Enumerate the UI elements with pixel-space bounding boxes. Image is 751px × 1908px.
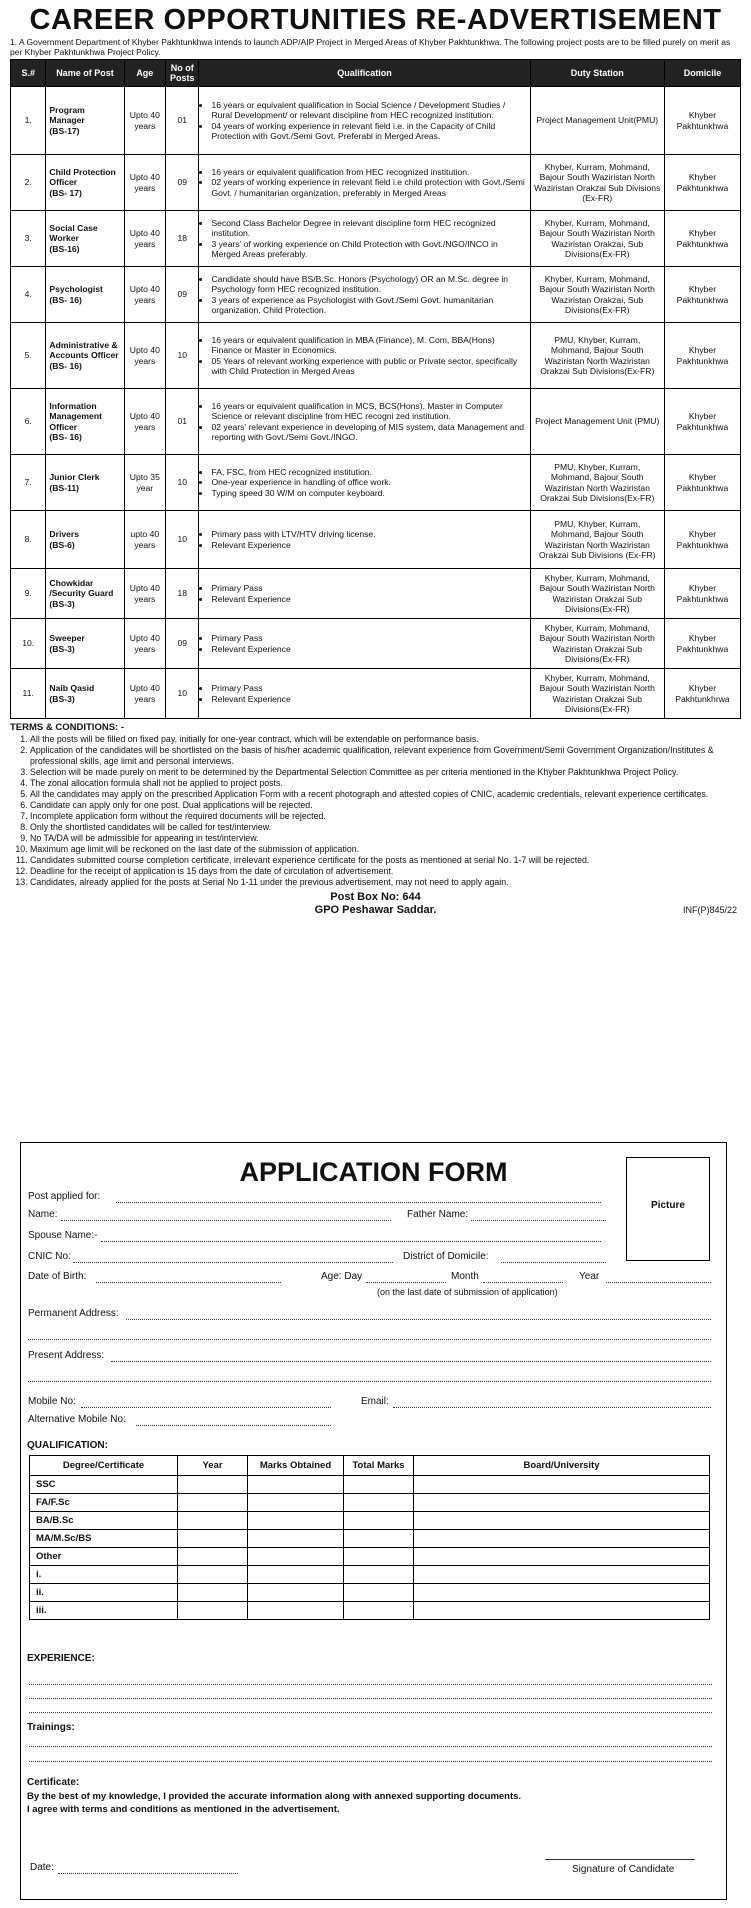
cell-sn: 10. (11, 619, 46, 669)
cell-post (46, 389, 124, 455)
qual-header-degree: Degree/Certificate (30, 1456, 178, 1476)
cell-qualification (199, 619, 530, 669)
post-applied-field[interactable] (116, 1201, 601, 1203)
qual-year-cell[interactable] (178, 1602, 248, 1620)
qual-degree: Other (30, 1548, 178, 1566)
cell-qualification (199, 211, 530, 267)
cell-sn: 4. (11, 267, 46, 323)
table-row (11, 619, 741, 669)
cell-post (46, 455, 124, 511)
post-name: Social Case Worker (49, 223, 98, 244)
label-dob: Date of Birth: (28, 1271, 87, 1282)
qual-total-cell[interactable] (344, 1602, 414, 1620)
cell-age: Upto 40 years (124, 569, 166, 619)
cell-no-posts: 18 (166, 569, 199, 619)
cell-age: Upto 40 years (124, 87, 166, 155)
qual-degree: ii. (30, 1584, 178, 1602)
post-scale: (BS-3) (49, 643, 75, 654)
label-date: Date: (30, 1862, 54, 1873)
cell-domicile: Khyber Pakhtunkhwa (664, 455, 740, 511)
term-item: 8. Only the shortlisted candidates will be called for test/interview. (30, 822, 741, 833)
qualification-point: • Primary Pass (211, 683, 526, 693)
terms-list (10, 734, 741, 888)
cell-qualification (199, 569, 530, 619)
qualification-point: • Primary Pass (211, 583, 526, 593)
cell-duty-station: Khyber, Kurram, Mohmand, Bajour South Waziristan North Waziristan Orakzai, Sub Divisions(Ex-FR) (530, 267, 664, 323)
certificate-heading: Certificate: (27, 1777, 80, 1788)
post-name: Chowkidar /Security Guard (49, 578, 114, 599)
form-title: APPLICATION FORM (239, 1157, 508, 1187)
cell-qualification (199, 511, 530, 569)
term-item: 13. Candidates, already applied for the posts at Serial No 1-11 under the previous advertisement, may not need to apply again. (30, 877, 741, 888)
term-item: 3. Selection will be made purely on merit to be determined by the Departmental Selection Committee as per criteria mentioned in the Khyber Pakhtunkhwa Project Policy. (30, 767, 741, 778)
posts-table (10, 59, 741, 719)
cell-qualification (199, 669, 530, 719)
label-year: Year (579, 1271, 600, 1282)
qual-degree: i. (30, 1566, 178, 1584)
cell-no-posts: 09 (166, 619, 199, 669)
post-name: Psychologist (49, 284, 103, 295)
table-row (11, 569, 741, 619)
qual-header-board: Board/University (414, 1456, 710, 1476)
cell-sn: 5. (11, 323, 46, 389)
qual-marks-cell[interactable] (248, 1548, 344, 1566)
label-month: Month (451, 1271, 479, 1282)
post-scale: (BS- 16) (49, 431, 82, 442)
qual-board-cell[interactable] (414, 1494, 710, 1512)
cell-age: Upto 40 years (124, 389, 166, 455)
post-scale: (BS-3) (49, 598, 75, 609)
header-domicile: Domicile (664, 60, 740, 87)
qual-year-cell[interactable] (178, 1530, 248, 1548)
cell-no-posts: 09 (166, 155, 199, 211)
age-month-field[interactable] (483, 1281, 563, 1283)
cell-qualification (199, 323, 530, 389)
label-email: Email: (361, 1396, 389, 1407)
term-item: 6. Candidate can apply only for one post. Dual applications will be rejected. (30, 800, 741, 811)
label-cnic: CNIC No: (28, 1251, 71, 1262)
cell-duty-station: Project Management Unit(PMU) (530, 87, 664, 155)
qual-total-cell[interactable] (344, 1530, 414, 1548)
qualification-row (30, 1548, 710, 1566)
header-qualification: Qualification (199, 60, 530, 87)
post-name: Information Management Officer (49, 401, 102, 432)
email-field[interactable] (393, 1406, 711, 1408)
age-note: (on the last date of submission of application) (377, 1287, 558, 1297)
header-sn: S.# (11, 60, 46, 87)
cell-post (46, 267, 124, 323)
cell-duty-station: Khyber, Kurram, Mohmand, Bajour South Waziristan North Waziristan Orakzai Sub Divisions(Ex-FR) (530, 619, 664, 669)
header-post: Name of Post (46, 60, 124, 87)
qual-degree: SSC (30, 1476, 178, 1494)
post-name: Child Protection Officer (49, 167, 116, 188)
term-item: 7. Incomplete application form without the required documents will be rejected. (30, 811, 741, 822)
cell-qualification (199, 87, 530, 155)
qual-board-cell[interactable] (414, 1530, 710, 1548)
qualification-point: • Typing speed 30 W/M on computer keyboard. (211, 488, 526, 498)
qualification-row (30, 1512, 710, 1530)
post-scale: (BS- 16) (49, 294, 82, 305)
post-name: Program Manager (49, 105, 85, 126)
cell-age: Upto 40 years (124, 211, 166, 267)
cell-domicile: Khyber Pakhtunkhwa (664, 87, 740, 155)
label-mobile: Mobile No: (28, 1396, 76, 1407)
table-row (11, 389, 741, 455)
qualification-point: • Candidate should have BS/B.Sc. Honors (Psychology) OR an M.Sc. degree in Psychology form HEC recognized institution. (211, 274, 526, 294)
header-age: Age (124, 60, 166, 87)
cell-duty-station: Khyber, Kurram, Mohmand, Bajour South Waziristan North Waziristan Orakzai Sub Divisions(Ex-FR) (530, 569, 664, 619)
qual-total-cell[interactable] (344, 1494, 414, 1512)
table-row (11, 323, 741, 389)
qual-year-cell[interactable] (178, 1476, 248, 1494)
header-duty-station: Duty Station (530, 60, 664, 87)
label-alt-mobile: Alternative Mobile No: (28, 1414, 126, 1425)
cell-no-posts: 10 (166, 323, 199, 389)
label-permanent-address: Permanent Address: (28, 1308, 119, 1319)
cell-post (46, 155, 124, 211)
experience-field-2[interactable] (29, 1697, 712, 1699)
qualification-point: • One-year experience in handling of office work. (211, 477, 526, 487)
term-item: 9. No TA/DA will be admissible for appearing in test/interview. (30, 833, 741, 844)
qualification-row (30, 1584, 710, 1602)
cell-domicile: Khyber Pakhtunkhwa (664, 267, 740, 323)
cell-domicile: Khyber Pakhtunkhwa (664, 569, 740, 619)
term-item: 2. Application of the candidates will be shortlisted on the basis of his/her academic qualification, relevant experience from Government/Semi Government Organization/Institutes & professional skills, age limit and personal interviews. (30, 745, 741, 767)
qualification-point: • 05 Years of relevant working experience with public or Private sector, specifically with Child Protection in Merged Areas (211, 356, 526, 376)
cell-duty-station: Khyber, Kurram, Mohmand, Bajour South Waziristan North Waziristan Orakzai, Sub Divisions(Ex-FR) (530, 211, 664, 267)
cell-post (46, 211, 124, 267)
cell-duty-station: PMU, Khyber, Kurram, Mohmand, Bajour South Waziristan North Waziristan Orakzai Sub Divisions (Ex-FR) (530, 511, 664, 569)
age-year-field[interactable] (606, 1281, 711, 1283)
qual-marks-cell[interactable] (248, 1494, 344, 1512)
date-field[interactable] (58, 1872, 238, 1874)
label-age-day: Age: Day (321, 1271, 363, 1282)
trainings-field-1[interactable] (29, 1745, 712, 1747)
cell-sn: 3. (11, 211, 46, 267)
page-title: CAREER OPPORTUNITIES RE-ADVERTISEMENT (29, 4, 722, 36)
term-item: 4. The zonal allocation formula shall not be applied to project posts. (30, 778, 741, 789)
reference-number: INF(P)845/22 (682, 905, 737, 915)
cell-domicile: Khyber Pakhtunkhwa (664, 155, 740, 211)
cell-sn: 2. (11, 155, 46, 211)
qual-total-cell[interactable] (344, 1584, 414, 1602)
qual-marks-cell[interactable] (248, 1584, 344, 1602)
cell-duty-station: PMU, Khyber, Kurram, Mohmand, Bajour South Waziristan North Waziristan Orakzai Sub Divisions(Ex-FR) (530, 455, 664, 511)
cell-sn: 11. (11, 669, 46, 719)
qual-board-cell[interactable] (414, 1476, 710, 1494)
qualification-point: • Relevant Experience (211, 694, 526, 704)
cell-qualification (199, 267, 530, 323)
cell-sn: 9. (11, 569, 46, 619)
qual-header-row (30, 1456, 710, 1476)
qualification-point: • 02 years' relevant experience in developing of MIS system, data Management and reporting with Govt./Semi Govt./INGO. (211, 422, 526, 442)
cell-age: Upto 40 years (124, 619, 166, 669)
qual-year-cell[interactable] (178, 1584, 248, 1602)
cell-age: upto 40 years (124, 511, 166, 569)
postbox-line2: GPO Peshawar Saddar. (314, 904, 437, 916)
qualification-row (30, 1476, 710, 1494)
cell-age: Upto 40 years (124, 323, 166, 389)
qualification-point: • 16 years or equivalent qualification in Social Science / Development Studies / Rural Development/ or relevant discipline from HEC recognized institution. (211, 100, 526, 120)
cell-age: Upto 40 years (124, 155, 166, 211)
table-row (11, 669, 741, 719)
qualification-row (30, 1494, 710, 1512)
cell-no-posts: 01 (166, 389, 199, 455)
picture-box[interactable]: Picture (626, 1157, 710, 1261)
qual-marks-cell[interactable] (248, 1512, 344, 1530)
cell-duty-station: Project Management Unit (PMU) (530, 389, 664, 455)
cell-sn: 8. (11, 511, 46, 569)
spouse-name-field[interactable] (101, 1240, 601, 1242)
post-scale: (BS-17) (49, 125, 80, 136)
cell-no-posts: 10 (166, 455, 199, 511)
cell-no-posts: 01 (166, 87, 199, 155)
cell-qualification (199, 455, 530, 511)
qual-total-cell[interactable] (344, 1512, 414, 1530)
intro-text: 1. A Government Department of Khyber Pakhtunkhwa intends to launch ADP/AIP Project in Merged Areas of Khyber Pakhtunkhwa. The following project posts are to be filled purely on merit as per Khyber Pakhtunkhwa Project Policy. (10, 37, 731, 57)
qualification-point: • 16 years or equivalent qualification in MBA (Finance), M. Com, BBA(Hons) Finance or Master in Economics. (211, 335, 526, 355)
post-scale: (BS- 16) (49, 360, 82, 371)
cell-post (46, 87, 124, 155)
present-address-field[interactable] (111, 1360, 711, 1362)
post-name: Sweeper (49, 633, 85, 644)
cell-no-posts: 09 (166, 267, 199, 323)
cell-age: Upto 40 years (124, 669, 166, 719)
qual-marks-cell[interactable] (248, 1530, 344, 1548)
present-address-field-2[interactable] (28, 1380, 711, 1382)
label-post-applied: Post applied for: (28, 1191, 101, 1202)
qualification-point: • FA, FSC, from HEC recognized institution. (211, 467, 526, 477)
label-father-name: Father Name: (407, 1209, 469, 1220)
district-field[interactable] (501, 1261, 606, 1263)
label-present-address: Present Address: (28, 1350, 105, 1361)
cell-age: Upto 40 years (124, 267, 166, 323)
qual-year-cell[interactable] (178, 1512, 248, 1530)
qual-year-cell[interactable] (178, 1494, 248, 1512)
qualification-point: • Relevant Experience (211, 540, 526, 550)
label-spouse-name: Spouse Name:- (28, 1230, 98, 1241)
experience-heading: EXPERIENCE: (27, 1653, 95, 1664)
signature-line[interactable] (545, 1858, 695, 1860)
table-header-row (11, 60, 741, 87)
trainings-heading: Trainings: (27, 1722, 75, 1733)
post-name: Drivers (49, 529, 80, 540)
qualification-point: • 16 years or equivalent qualification in MCS, BCS(Hons), Master in Computer Science or relevant discipline from HEC recogni zed institution. (211, 401, 526, 421)
signature-label: Signature of Candidate (572, 1864, 675, 1875)
header-no-posts: No of Posts (166, 60, 199, 87)
qual-degree: BA/B.Sc (30, 1512, 178, 1530)
qualification-row (30, 1530, 710, 1548)
permanent-address-field-2[interactable] (28, 1338, 711, 1340)
cell-qualification (199, 389, 530, 455)
qual-total-cell[interactable] (344, 1566, 414, 1584)
cell-domicile: Khyber Pakhtunkhwa (664, 211, 740, 267)
certificate-line1: By the best of my knowledge, I provided the accurate information along with annexed supporting documents. (27, 1791, 522, 1802)
qual-board-cell[interactable] (414, 1584, 710, 1602)
qualification-table (29, 1455, 710, 1620)
cell-sn: 6. (11, 389, 46, 455)
qualification-point: • Relevant Experience (211, 594, 526, 604)
qualification-point: • 3 years of experience as Psychologist with Govt./Semi Govt. humanitarian organization, Child Protection. (211, 295, 526, 315)
post-name: Junior Clerk (49, 472, 100, 483)
qualification-point: • 02 years of working experience in relevant field i.e child protection with Govt./Semi Govt. / humanitarian organization, preferably in Merged Areas (211, 177, 526, 197)
qualification-point: • 3 years' of working experience on Child Protection with Govt./NGO/INCO in Merged Areas preferably. (211, 239, 526, 259)
qualification-point: • Primary pass with LTV/HTV driving license. (211, 529, 526, 539)
qual-board-cell[interactable] (414, 1512, 710, 1530)
qual-marks-cell[interactable] (248, 1476, 344, 1494)
cell-sn: 7. (11, 455, 46, 511)
postbox-block (10, 891, 741, 917)
qual-total-cell[interactable] (344, 1548, 414, 1566)
term-item: 12. Deadline for the receipt of application is 15 days from the date of circulation of advertisement. (30, 866, 741, 877)
post-name: Administrative & Accounts Officer (49, 340, 119, 361)
cell-duty-station: Khyber, Kurram, Mohmand, Bajour South Waziristan North Waziristan Orakzai Sub Divisions(Ex-FR) (530, 669, 664, 719)
qual-board-cell[interactable] (414, 1602, 710, 1620)
cell-post (46, 511, 124, 569)
term-item: 5. All the candidates may apply on the prescribed Application Form with a recent photograph and attested copies of CNIC, academic credentials, relevant experience certificates. (30, 789, 741, 800)
post-scale: (BS- 17) (49, 187, 82, 198)
cell-duty-station: PMU, Khyber, Kurram, Mohmand, Bajour South Waziristan North Waziristan Orakzai Sub Divisions(Ex-FR) (530, 323, 664, 389)
post-scale: (BS-11) (49, 482, 80, 493)
label-district: District of Domicile: (403, 1251, 489, 1262)
cell-domicile: Khyber Pakhtunkhrwa (664, 669, 740, 719)
cell-no-posts: 10 (166, 669, 199, 719)
post-scale: (BS-16) (49, 243, 80, 254)
postbox-line1: Post Box No: 644 (330, 891, 421, 903)
cell-no-posts: 18 (166, 211, 199, 267)
cell-age: Upto 35 year (124, 455, 166, 511)
name-field[interactable] (61, 1219, 391, 1221)
father-name-field[interactable] (471, 1219, 606, 1221)
cell-domicile: Khyber Pakhtunkhwa (664, 323, 740, 389)
qual-marks-cell[interactable] (248, 1602, 344, 1620)
cell-duty-station: Khyber, Kurram, Mohmand, Bajour South Waziristan North Waziristan Orakzai Sub Divisions (Ex-FR) (530, 155, 664, 211)
qual-header-total: Total Marks (344, 1456, 414, 1476)
qualification-point: • 16 years or equivalent qualification from HEC recognized institution. (211, 167, 526, 177)
qualification-heading: QUALIFICATION: (27, 1440, 108, 1451)
qual-year-cell[interactable] (178, 1548, 248, 1566)
table-row (11, 455, 741, 511)
cnic-field[interactable] (73, 1261, 393, 1263)
qualification-point: • Relevant Experience (211, 644, 526, 654)
qual-degree: FA/F.Sc (30, 1494, 178, 1512)
qual-degree: MA/M.Sc/BS (30, 1530, 178, 1548)
table-row (11, 267, 741, 323)
qual-header-year: Year (178, 1456, 248, 1476)
trainings-field-2[interactable] (29, 1760, 712, 1762)
cell-domicile: Khyber Pakhtunkhwa (664, 511, 740, 569)
permanent-address-field[interactable] (126, 1318, 711, 1320)
cell-post (46, 669, 124, 719)
age-day-field[interactable] (366, 1281, 446, 1283)
qualification-point: • 04 years of working experience in relevant field i.e. in the Capacity of Child Protection with Govt./Semi Govt. Preferabl in Merged Areas. (211, 121, 526, 141)
experience-field-1[interactable] (29, 1683, 712, 1685)
table-row (11, 155, 741, 211)
mobile-field[interactable] (81, 1406, 331, 1408)
term-item: 10. Maximum age limit will be reckoned on the last date of the submission of application. (30, 844, 741, 855)
cell-domicile: Khyber Pakhtunkhwa (664, 389, 740, 455)
qualification-row (30, 1602, 710, 1620)
post-scale: (BS-6) (49, 539, 75, 550)
qual-total-cell[interactable] (344, 1476, 414, 1494)
label-name: Name: (28, 1209, 58, 1220)
post-scale: (BS-3) (49, 693, 75, 704)
cell-post (46, 619, 124, 669)
post-name: Naib Qasid (49, 683, 95, 694)
cell-sn: 1. (11, 87, 46, 155)
cell-post (46, 323, 124, 389)
table-row (11, 511, 741, 569)
table-row (11, 87, 741, 155)
qualification-point: • Second Class Bachelor Degree in relevant discipline form HEC recognized institution. (211, 218, 526, 238)
qualification-point: • Primary Pass (211, 633, 526, 643)
dob-field[interactable] (96, 1281, 281, 1283)
cell-no-posts: 10 (166, 511, 199, 569)
cell-post (46, 569, 124, 619)
qual-year-cell[interactable] (178, 1566, 248, 1584)
cell-qualification (199, 155, 530, 211)
qual-board-cell[interactable] (414, 1548, 710, 1566)
table-row (11, 211, 741, 267)
cell-domicile: Khyber Pakhtunkhwa (664, 619, 740, 669)
term-item: 1. All the posts will be filled on fixed pay, initially for one-year contract, which will be extendable on performance basis. (30, 734, 741, 745)
term-item: 11. Candidates submitted course completion certificate, irrelevant experience certificate for the posts as mentioned at serial No. 1-7 will be rejected. (30, 855, 741, 866)
experience-field-3[interactable] (29, 1711, 712, 1713)
qual-header-marks: Marks Obtained (248, 1456, 344, 1476)
qualification-row (30, 1566, 710, 1584)
alt-mobile-field[interactable] (136, 1424, 331, 1426)
certificate-line2: I agree with terms and conditions as mentioned in the advertisement. (27, 1804, 340, 1815)
qual-board-cell[interactable] (414, 1566, 710, 1584)
terms-heading: TERMS & CONDITIONS: - (10, 722, 124, 733)
qual-marks-cell[interactable] (248, 1566, 344, 1584)
qual-degree: iii. (30, 1602, 178, 1620)
